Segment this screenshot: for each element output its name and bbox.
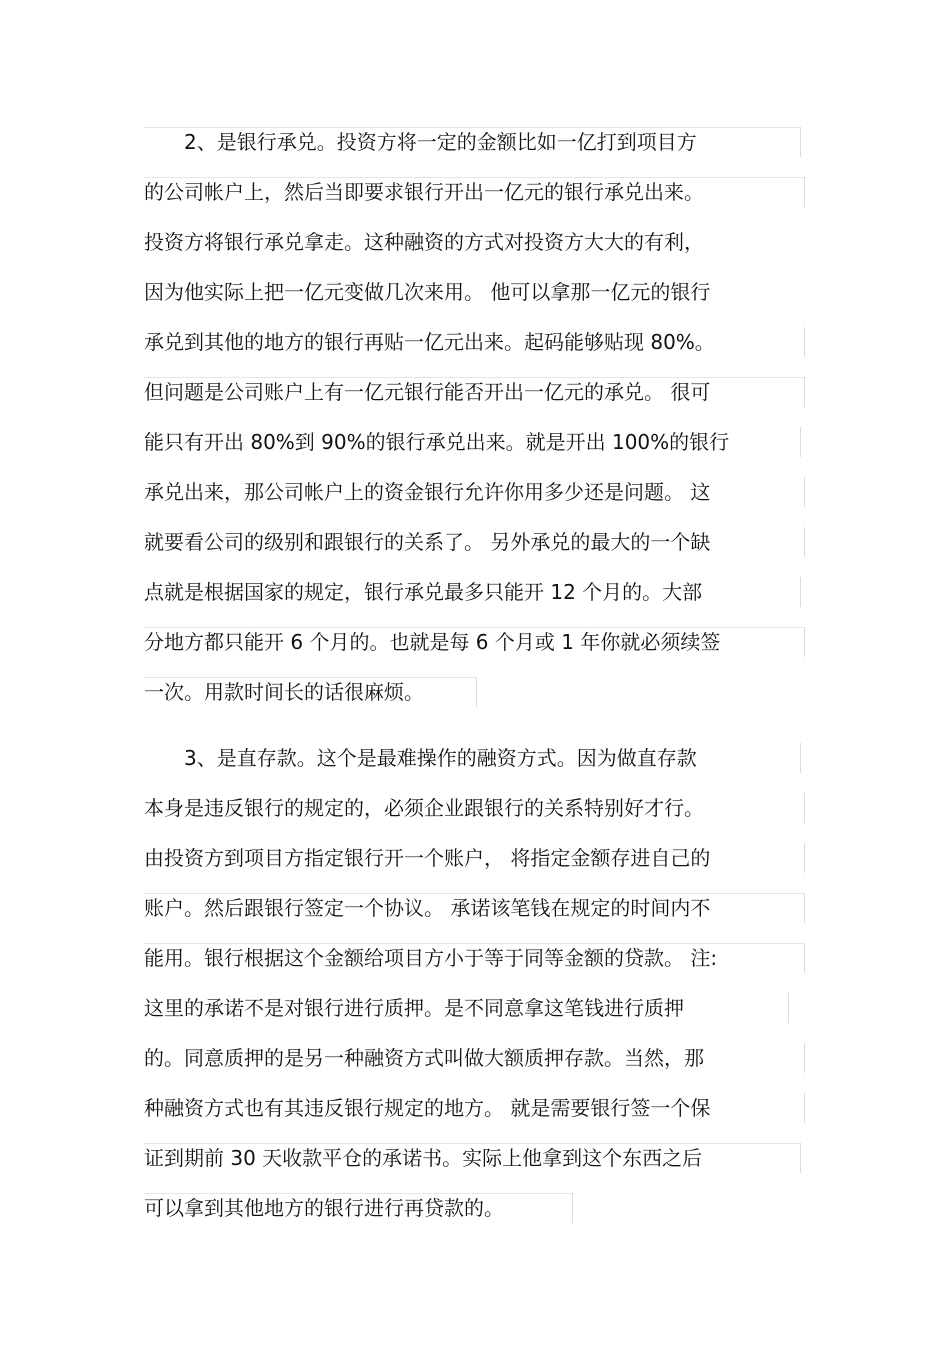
- cell-border: [476, 677, 477, 707]
- cell-border: [804, 477, 805, 507]
- cell-border: [804, 177, 805, 207]
- cell-border: [804, 943, 805, 973]
- text-line: 这里的承诺不是对银行进行质押。是不同意拿这笔钱进行质押: [144, 996, 684, 1020]
- cell-border: [144, 127, 800, 128]
- cell-border: [804, 527, 805, 557]
- cell-border: [804, 377, 805, 407]
- text-line: 因为他实际上把一亿元变做几次来用。 他可以拿那一亿元的银行: [144, 280, 711, 304]
- text-line: 分地方都只能开 6 个月的。也就是每 6 个月或 1 年你就必须续签: [144, 630, 721, 654]
- text-line: 就要看公司的级别和跟银行的关系了。 另外承兑的最大的一个缺: [144, 530, 711, 554]
- cell-border: [804, 627, 805, 657]
- cell-border: [144, 627, 804, 628]
- cell-border: [788, 993, 789, 1023]
- cell-border: [572, 1193, 573, 1223]
- text-line: 证到期前 30 天收款平仓的承诺书。实际上他拿到这个东西之后: [144, 1146, 703, 1170]
- text-line: 2、是银行承兑。投资方将一定的金额比如一亿打到项目方: [144, 130, 697, 154]
- text-line: 点就是根据国家的规定，银行承兑最多只能开 12 个月的。大部: [144, 580, 703, 604]
- cell-border: [800, 127, 801, 157]
- text-line: 一次。用款时间长的话很麻烦。: [144, 680, 424, 704]
- text-line: 账户。然后跟银行签定一个协议。 承诺该笔钱在规定的时间内不: [144, 896, 711, 920]
- cell-border: [144, 1193, 572, 1194]
- cell-border: [804, 327, 805, 357]
- cell-border: [144, 1143, 800, 1144]
- text-line: 种融资方式也有其违反银行规定的地方。 就是需要银行签一个保: [144, 1096, 711, 1120]
- text-line: 投资方将银行承兑拿走。这种融资的方式对投资方大大的有利，: [144, 230, 704, 254]
- text-line: 但问题是公司账户上有一亿元银行能否开出一亿元的承兑。 很可: [144, 380, 711, 404]
- text-line: 由投资方到项目方指定银行开一个账户， 将指定金额存进自己的: [144, 846, 711, 870]
- cell-border: [144, 943, 804, 944]
- cell-border: [804, 1043, 805, 1073]
- text-line: 3、是直存款。这个是最难操作的融资方式。因为做直存款: [144, 746, 697, 770]
- text-line: 可以拿到其他地方的银行进行再贷款的。: [144, 1196, 504, 1220]
- cell-border: [800, 427, 801, 457]
- cell-border: [800, 577, 801, 607]
- cell-border: [144, 893, 804, 894]
- text-line: 本身是违反银行的规定的，必须企业跟银行的关系特别好才行。: [144, 796, 704, 820]
- cell-border: [804, 1093, 805, 1123]
- cell-border: [800, 1143, 801, 1173]
- cell-border: [800, 743, 801, 773]
- cell-border: [804, 843, 805, 873]
- text-line: 能只有开出 80%到 90%的银行承兑出来。就是开出 100%的银行: [144, 430, 730, 454]
- text-line: 的。同意质押的是另一种融资方式叫做大额质押存款。当然，那: [144, 1046, 704, 1070]
- cell-border: [804, 893, 805, 923]
- cell-border: [804, 793, 805, 823]
- text-line: 能用。银行根据这个金额给项目方小于等于同等金额的贷款。 注:: [144, 946, 718, 970]
- text-line: 承兑到其他的地方的银行再贴一亿元出来。起码能够贴现 80%。: [144, 330, 715, 354]
- cell-border: [144, 177, 804, 178]
- text-line: 的公司帐户上，然后当即要求银行开出一亿元的银行承兑出来。: [144, 180, 704, 204]
- text-line: 承兑出来，那公司帐户上的资金银行允许你用多少还是问题。 这: [144, 480, 711, 504]
- cell-border: [144, 677, 476, 678]
- cell-border: [144, 377, 804, 378]
